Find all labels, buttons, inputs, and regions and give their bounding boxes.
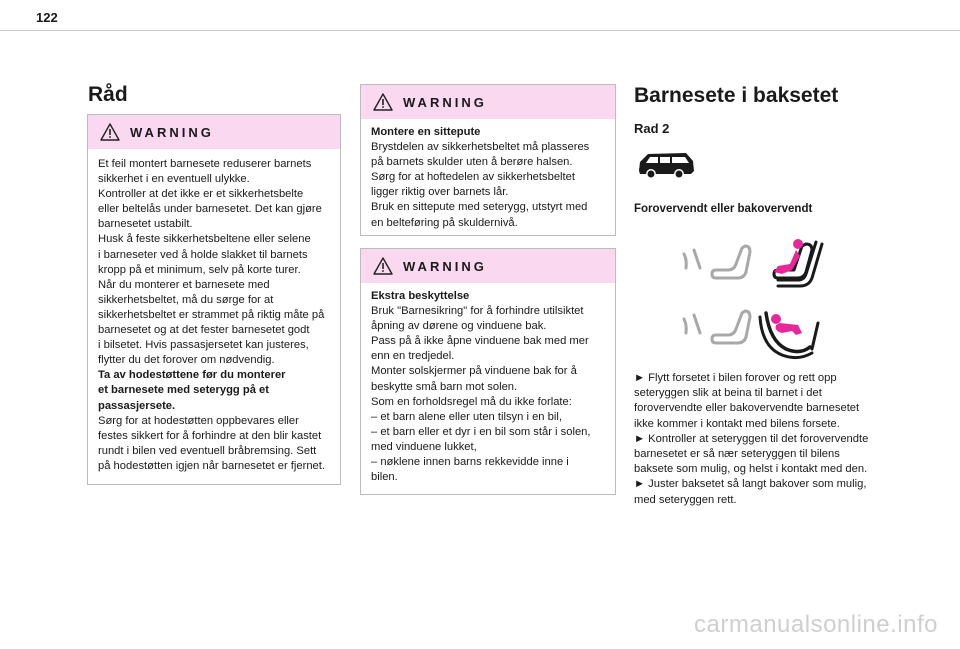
instruction-line: ► Juster baksetet så langt bakover som mulig, [634, 478, 867, 491]
warning-body [361, 119, 615, 237]
warning-line: – et barn alene eller uten tilsyn i en bil, [371, 410, 562, 423]
warning-line: Bruk "Barnesikring" for å forhindre utilsiktet [371, 305, 584, 318]
warning-line: åpning av dørene og vinduene bak. [371, 320, 547, 333]
warning-line: sikkerhet i en eventuell ulykke. [98, 173, 250, 186]
warning-line: Bruk en sittepute med seterygg, utstyrt med [371, 201, 588, 214]
warning-line: enn en tredjedel. [371, 350, 455, 363]
warning-line: rundt i bilen ved eventuell bråbremsing. Sett [98, 444, 317, 457]
warning-body [361, 283, 615, 491]
warning-line: – nøklene innen barns rekkevidde inne i [371, 456, 569, 469]
warning-line: Som en forholdsregel må du ikke forlate: [371, 395, 572, 408]
warning-box-beskyttelse [360, 248, 616, 495]
warning-bold-line: passasjersete. [98, 399, 176, 412]
warning-title: WARNING [403, 94, 487, 110]
warning-line: Brystdelen av sikkerhetsbeltet må plasseres [371, 141, 590, 154]
warning-line: Når du monterer et barnesete med [98, 278, 270, 291]
warning-bold-line: Ta av hodestøttene før du monterer [98, 369, 286, 382]
warning-line: flytter du det forover om nødvendig. [98, 354, 275, 367]
warning-line: på barnets skulder uten å berøre halsen. [371, 156, 573, 169]
instruction-line: ► Flytt forsetet i bilen forover og rett opp [634, 372, 837, 384]
warning-line: på hodestøtten igjen når barnesetet er fjernet. [98, 459, 326, 472]
warning-title: WARNING [130, 124, 214, 140]
warning-triangle-icon [100, 123, 120, 141]
warning-line: Pass på å ikke åpne vinduene bak med mer [371, 335, 589, 348]
warning-line: en belteføring på skuldernivå. [371, 216, 518, 229]
warning-subtitle: Montere en sittepute [371, 126, 481, 138]
warning-line: Sørg for at hodestøtten oppbevares eller [98, 414, 299, 427]
warning-header [361, 249, 615, 283]
warning-body [88, 149, 340, 480]
warning-line: festes sikkert for å forhindre at den blir kastet [98, 429, 322, 442]
warning-title: WARNING [403, 258, 487, 274]
warning-box-sittepute [360, 84, 616, 236]
warning-line: ligger riktig over barnets lår. [371, 186, 509, 199]
warning-line: i barneseter ved å holde slakket til barnets [98, 248, 308, 261]
warning-bold-line: et barnesete med seterygg på et [98, 384, 269, 397]
instruction-line: ► Kontroller at seteryggen til det forovervendte [634, 432, 869, 445]
instruction-line: baksete som mulig, og helst i kontakt med den. [634, 463, 868, 476]
warning-line: Husk å feste sikkerhetsbeltene eller selene [98, 233, 311, 246]
instruction-line: med seteryggen rett. [634, 493, 737, 506]
instruction-line: barnesetet er så nær seteryggen til bilens [634, 448, 840, 461]
instruction-line: ikke kommer i kontakt med bilens forsete. [634, 417, 840, 430]
warning-line: i bilsetet. Hvis passasjersetet kan justeres, [98, 339, 309, 352]
instruction-line: forovervendte eller bakovervendte barnesetet [634, 402, 860, 415]
instruction-line: seteryggen slik at beina til barnet i det [634, 387, 822, 400]
warning-line: barnesetet og at det fester barnesetet godt [98, 324, 310, 337]
warning-triangle-icon [373, 93, 393, 111]
warning-line: sikkerhetsbeltet er strammet på riktig måte på [98, 308, 325, 321]
warning-header [88, 115, 340, 149]
row-label: Rad 2 [634, 121, 670, 136]
warning-box-left [87, 114, 341, 485]
watermark: carmanualsonline.info [694, 611, 938, 638]
warning-triangle-icon [373, 257, 393, 275]
heading-barnesete: Barnesete i baksetet [634, 84, 839, 107]
warning-subtitle: Ekstra beskyttelse [371, 290, 470, 302]
car-icon [636, 150, 696, 180]
warning-line: Et feil montert barnesete reduserer barnets [98, 158, 312, 170]
warning-line: – et barn eller et dyr i en bil som står i solen, [371, 425, 591, 438]
warning-line: Kontroller at det ikke er et sikkerhetsbelte [98, 188, 304, 201]
forward-facing-seat-illustration [678, 234, 828, 292]
heading-rad: Råd [88, 83, 128, 106]
top-divider [0, 30, 960, 31]
rearward-facing-seat-illustration [678, 303, 828, 361]
sub-label: Forovervendt eller bakovervendt [634, 203, 813, 215]
warning-line: Monter solskjermer på vinduene bak for å [371, 365, 577, 378]
warning-header [361, 85, 615, 119]
warning-line: eller beltelås under barnesetet. Det kan gjøre [98, 203, 322, 216]
warning-line: kropp på et minimum, selv på korte turer. [98, 263, 301, 276]
warning-line: Sørg for at hoftedelen av sikkerhetsbeltet [371, 171, 575, 184]
warning-line: barnesetet ustabilt. [98, 218, 193, 231]
instructions [634, 371, 868, 508]
page-number: 122 [36, 10, 58, 25]
warning-line: sikkerhetsbeltet, må du sørge for at [98, 293, 274, 306]
warning-line: beskytte små barn mot solen. [371, 380, 518, 393]
warning-line: bilen. [371, 471, 398, 484]
warning-line: med vinduene lukket, [371, 440, 477, 453]
